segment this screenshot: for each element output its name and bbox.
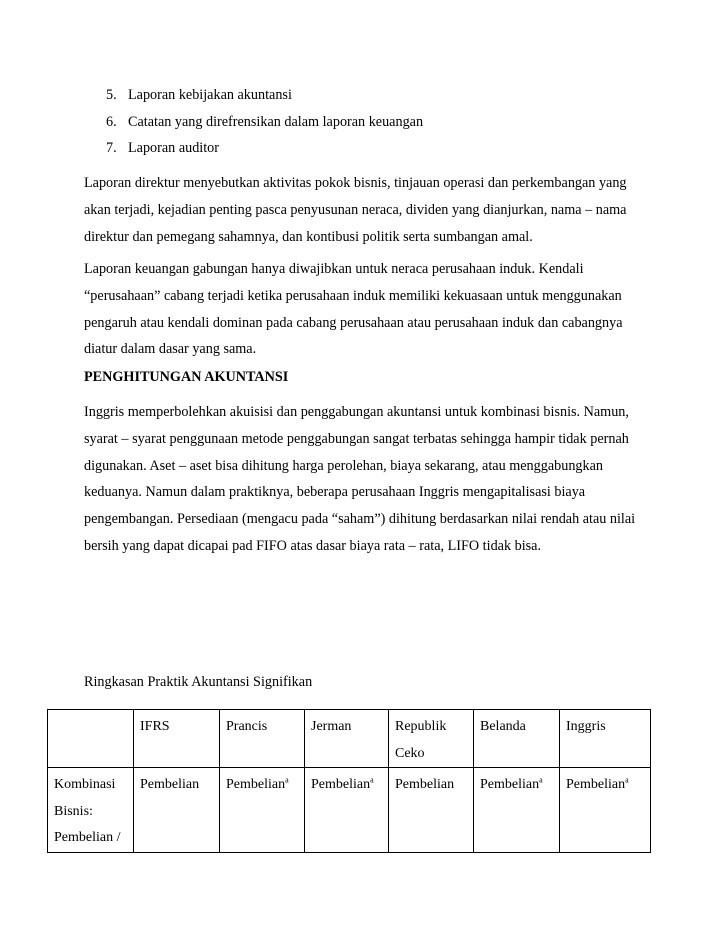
table-cell — [134, 768, 220, 853]
table-cell — [560, 768, 651, 853]
table-header-cell: Belanda — [474, 710, 560, 768]
paragraph-director-report — [84, 170, 654, 250]
paragraph-consolidated-statements — [84, 256, 654, 363]
paragraph-line: direktur dan pemegang sahamnya, dan kontibusi politik serta sumbangan amal. — [84, 228, 533, 245]
cell-text: Pembelian — [480, 777, 540, 792]
paragraph-line: diatur dalam dasar yang sama. — [84, 341, 257, 358]
cell-text: Pembelian — [395, 777, 455, 792]
list-item — [106, 135, 423, 162]
list-number: 7. — [106, 140, 117, 156]
list-number: 5. — [106, 87, 117, 103]
table-cell — [305, 768, 389, 853]
footnote-marker: a — [539, 775, 543, 785]
paragraph-line: keduanya. Namun dalam praktiknya, beberapa perusahaan Inggris mengapitalisasi biaya — [84, 484, 586, 501]
table-header-cell: Republik Ceko — [389, 710, 474, 768]
list-item — [106, 109, 423, 136]
paragraph-line: syarat – syarat penggunaan metode penggabungan sangat terbatas sehingga hampir tidak pernah — [84, 430, 629, 447]
cell-text: Pembelian — [140, 777, 200, 792]
cell-text: Pembelian — [311, 777, 371, 792]
list-number: 6. — [106, 113, 117, 130]
paragraph-line: akan terjadi, kejadian penting pasca penyusunan neraca, dividen yang dianjurkan, nama – nama — [84, 201, 627, 218]
paragraph-accounting-measurement — [84, 399, 654, 560]
cell-text: Pembelian — [226, 777, 286, 792]
paragraph-line: bersih yang dapat dicapai pad FIFO atas dasar biaya rata – rata, LIFO tidak bisa. — [84, 537, 541, 554]
list-item — [106, 82, 423, 109]
table-header-cell: Inggris — [560, 710, 651, 768]
table-caption: Ringkasan Praktik Akuntansi Signifikan — [84, 674, 313, 690]
paragraph-line: pengembangan. Persediaan (mengacu pada “saham”) dihitung berdasarkan nilai rendah atau nilai — [84, 511, 636, 528]
table-header-cell: Prancis — [220, 710, 305, 768]
table-row-label: Kombinasi Bisnis: Pembelian / — [48, 768, 134, 853]
table-cell — [389, 768, 474, 853]
accounting-practice-table — [47, 709, 651, 853]
paragraph-line: “perusahaan” cabang terjadi ketika perusahaan induk memiliki kekuasaan untuk menggunakan — [84, 287, 622, 304]
list-text: Laporan kebijakan akuntansi — [128, 87, 292, 103]
paragraph-line: pengaruh atau kendali dominan pada cabang perusahaan atau perusahaan induk dan cabangnya — [84, 314, 623, 331]
table-header-cell — [48, 710, 134, 768]
numbered-list — [106, 82, 423, 162]
table-cell — [474, 768, 560, 853]
paragraph-line: Laporan keuangan gabungan hanya diwajibkan untuk neraca perusahaan induk. Kendali — [84, 261, 584, 277]
section-heading: PENGHITUNGAN AKUNTANSI — [84, 369, 289, 385]
list-text: Catatan yang direfrensikan dalam laporan keuangan — [128, 113, 424, 130]
table-header-cell: IFRS — [134, 710, 220, 768]
footnote-marker: a — [285, 775, 289, 785]
table-cell — [220, 768, 305, 853]
table-header-cell: Jerman — [305, 710, 389, 768]
paragraph-line: Inggris memperbolehkan akuisisi dan penggabungan akuntansi untuk kombinasi bisnis. Namun, — [84, 404, 629, 420]
footnote-marker: a — [370, 775, 374, 785]
footnote-marker: a — [625, 775, 629, 785]
list-text: Laporan auditor — [128, 140, 219, 156]
table-header-row — [48, 710, 651, 768]
cell-text: Pembelian — [566, 777, 626, 792]
paragraph-line: digunakan. Aset – aset bisa dihitung harga perolehan, biaya sekarang, atau menggabungkan — [84, 457, 603, 474]
paragraph-line: Laporan direktur menyebutkan aktivitas pokok bisnis, tinjauan operasi dan perkembangan yang — [84, 175, 627, 191]
table-row — [48, 768, 651, 853]
